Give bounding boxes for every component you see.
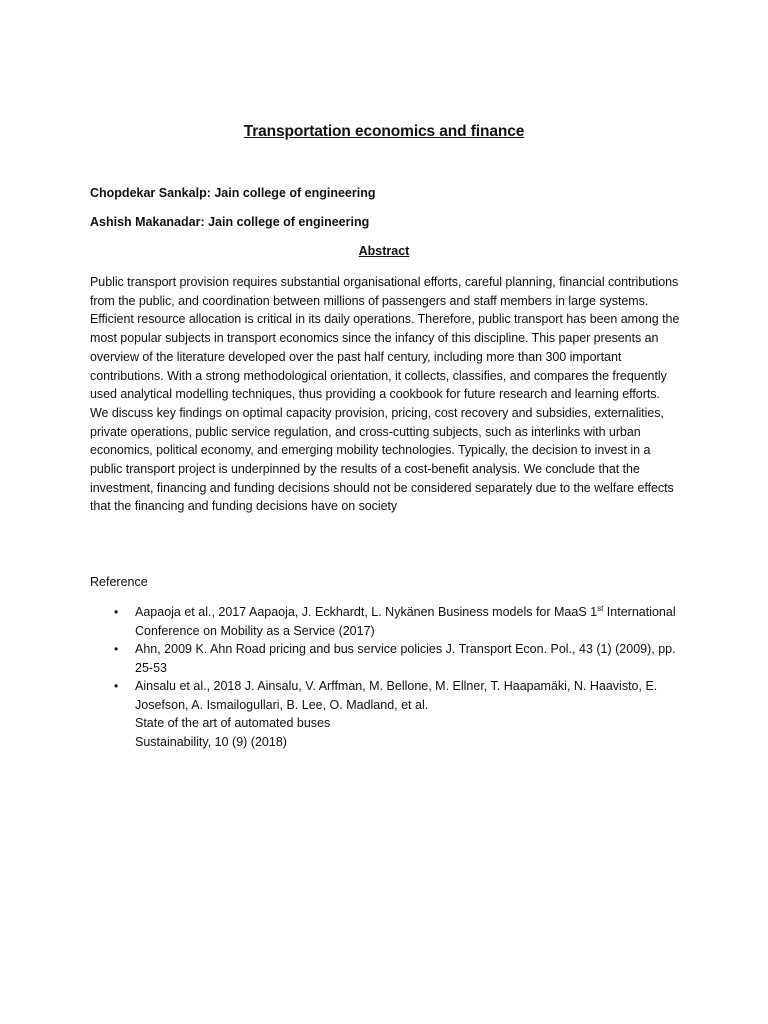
reference-list: [90, 603, 685, 751]
reference-item-ainsalu: [90, 677, 685, 751]
reference-journal: Sustainability, 10 (9) (2018): [135, 734, 287, 749]
abstract-heading: Abstract: [358, 244, 410, 258]
reference-text: Ainsalu et al., 2018 J. Ainsalu, V. Arffman, M. Bellone, M. Ellner, T. Haapamäki, N. Haavisto, E. Josefson, A. Ismailogullari, B. Lee, O. Madland, et al.: [135, 679, 658, 712]
reference-title: State of the art of automated buses: [135, 716, 331, 730]
bullet-icon: •: [114, 679, 119, 693]
reference-text: Ahn, 2009 K. Ahn Road pricing and bus service policies J. Transport Econ. Pol., 43 (1) (2009), pp. 25-53: [135, 642, 676, 675]
bullet-icon: •: [114, 642, 119, 656]
reference-text: International Conference on Mobility as a Service (2017): [135, 605, 676, 638]
author-2: Ashish Makanadar: Jain college of engineering: [90, 215, 370, 229]
paper-title: Transportation economics and finance: [243, 123, 525, 140]
reference-heading: Reference: [90, 575, 148, 589]
reference-item-aapaoja: [90, 603, 685, 640]
reference-item-ahn: [90, 640, 685, 677]
abstract-body: Public transport provision requires substantial organisational efforts, careful planning, financial contributions from the public, and coordination between millions of passengers and staff members in large systems. Efficient resource allocation is critical in its daily operations. Therefore, public transport has been among the most popular subjects in transport economics since the infancy of this discipline. This paper presents an overview of the literature developed over the past half century, including more than 300 important contributions. With a strong methodological orientation, it collects, classifies, and compares the frequently used analytical modelling techniques, thus providing a cookbook for future research and learning efforts. We discuss key findings on optimal capacity provision, pricing, cost recovery and subsidies, externalities, private operations, public service regulation, and cross-cutting subjects, such as interlinks with urban economics, political economy, and emerging mobility technologies. Typically, the decision to invest in a public transport project is underpinned by the results of a cost-benefit analysis. We conclude that the investment, financing and funding decisions should not be considered separately due to the welfare effects that the financing and funding decisions have on society: [90, 275, 680, 514]
reference-text: Aapaoja et al., 2017 Aapaoja, J. Eckhardt, L. Nykänen Business models for MaaS 1: [135, 605, 598, 619]
bullet-icon: •: [114, 605, 119, 619]
reference-superscript: st: [597, 603, 604, 613]
author-1: Chopdekar Sankalp: Jain college of engineering: [90, 186, 376, 200]
